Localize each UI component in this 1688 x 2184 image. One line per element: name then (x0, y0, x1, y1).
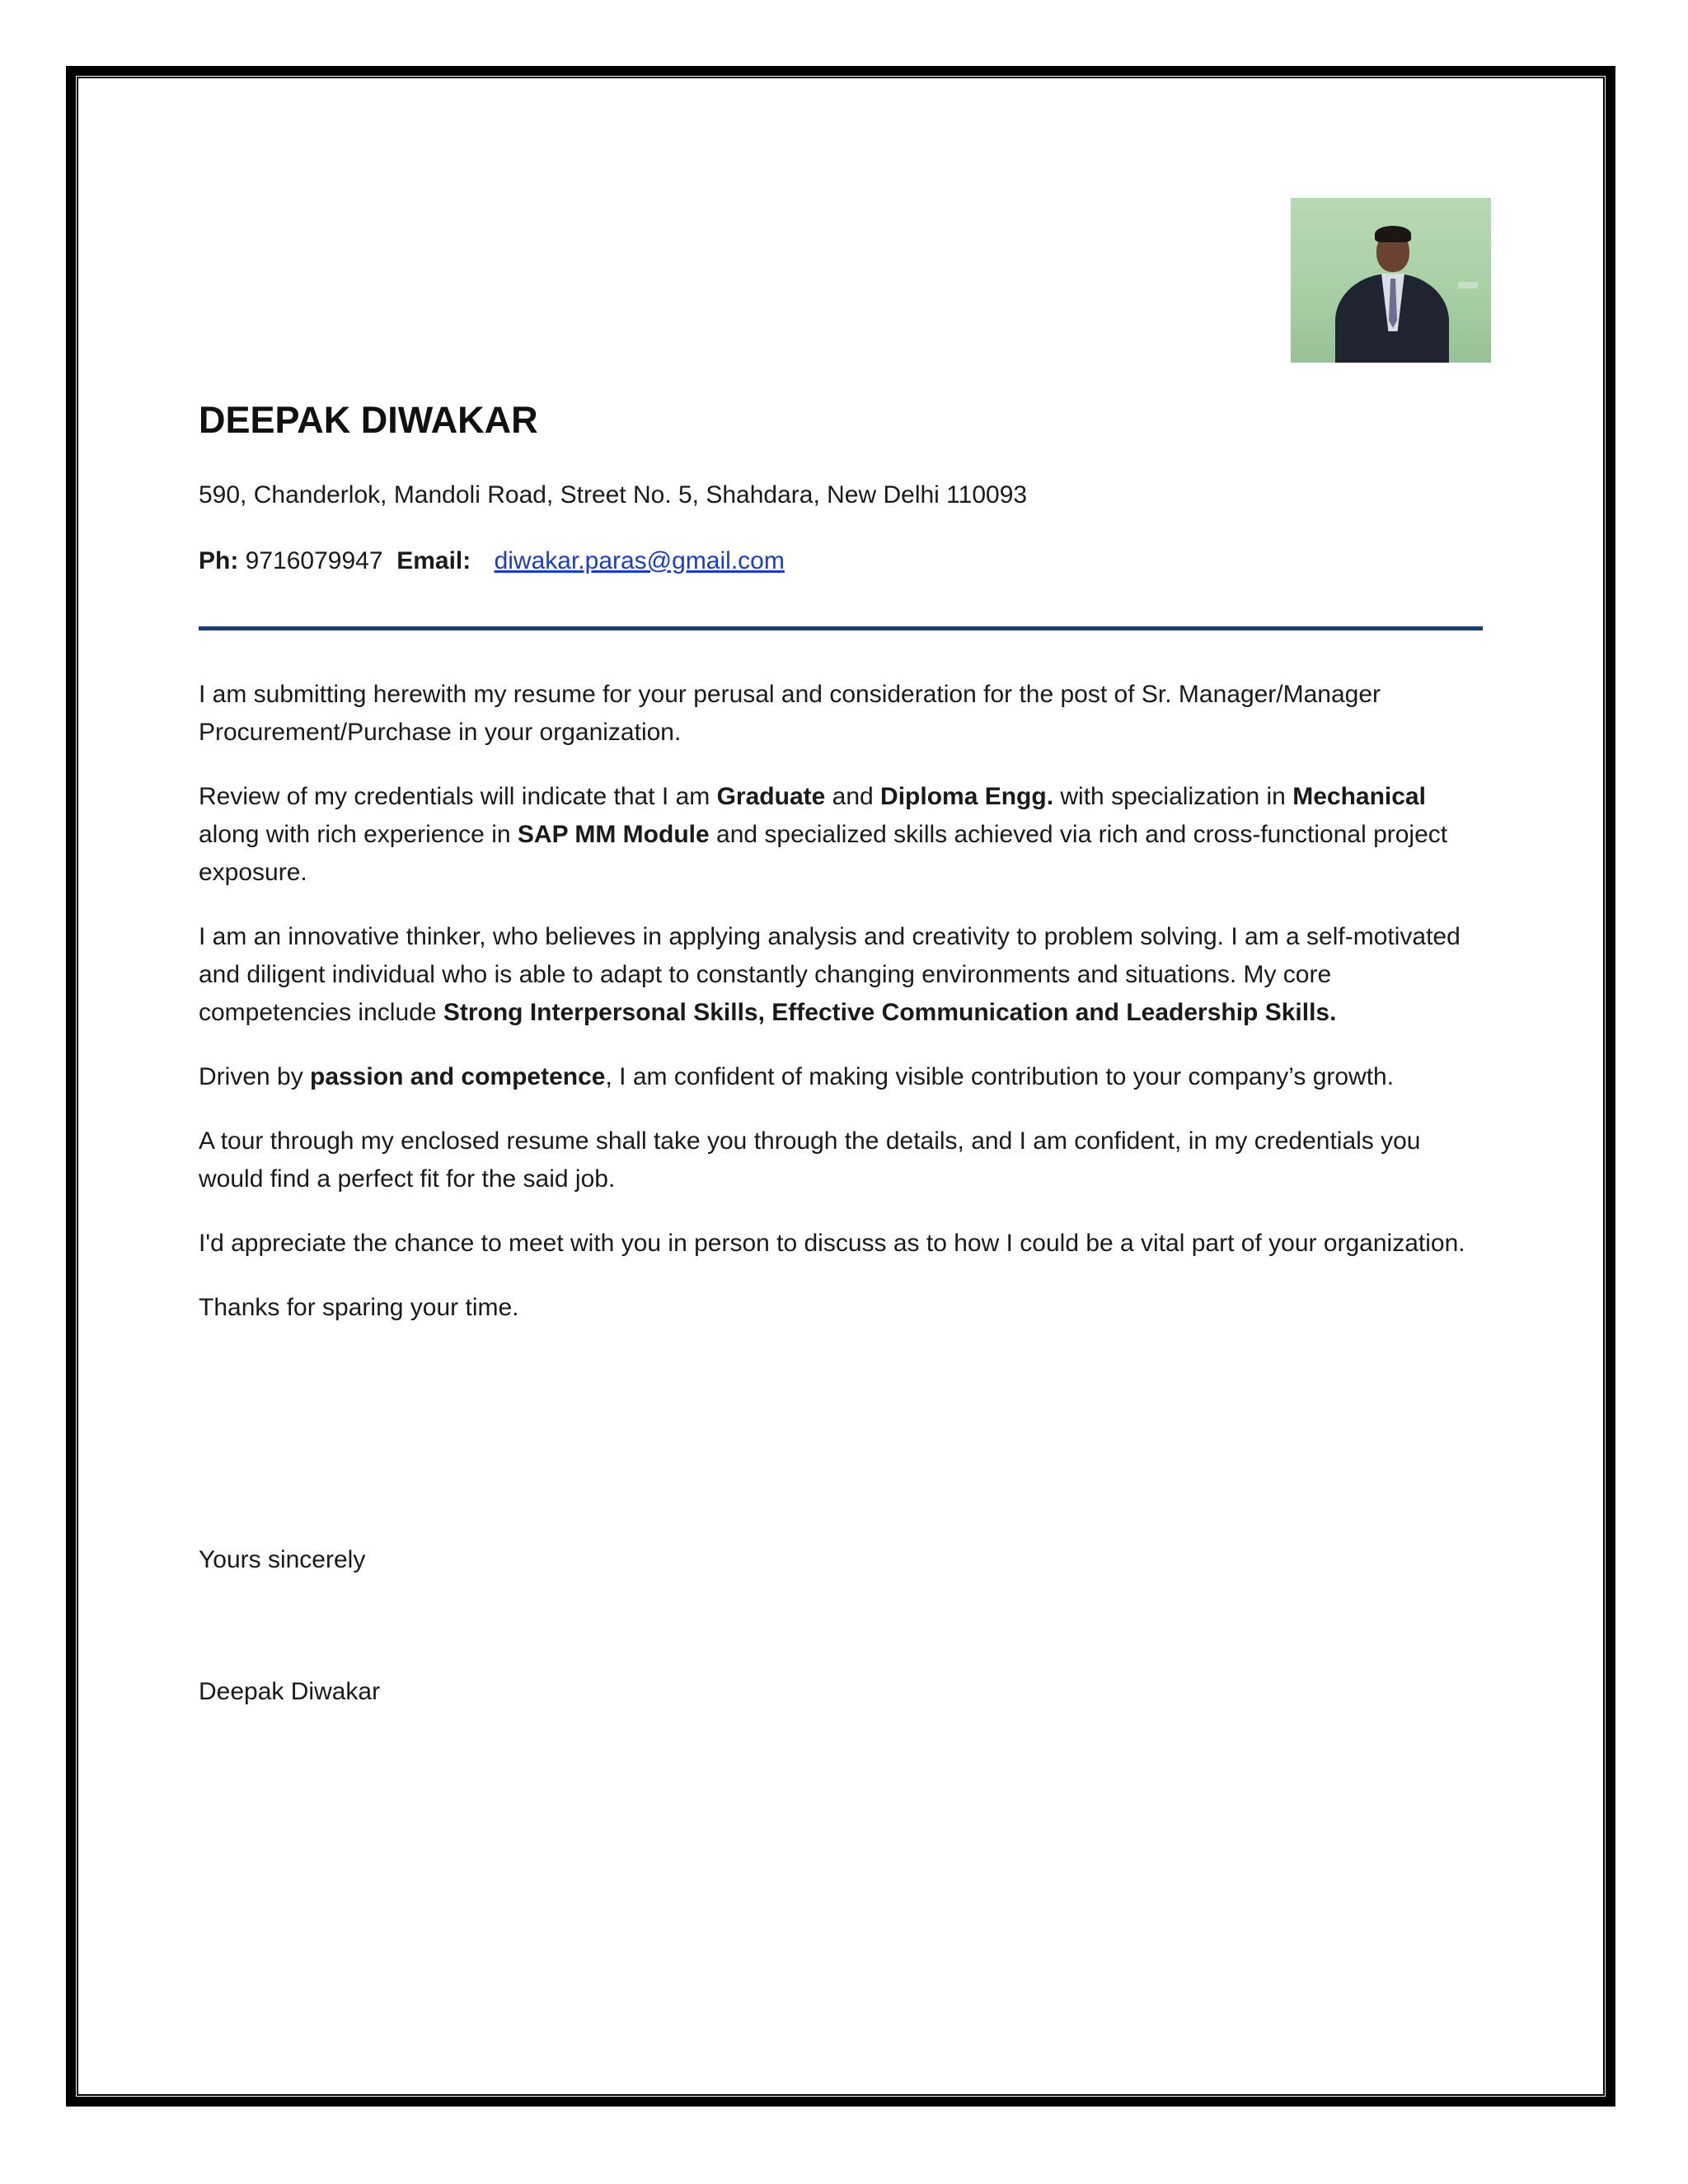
text-run: I am an innovative thinker, who believes in applying analysis and creativity to problem solving. I am a self-motivated and diligent individual who is able to adapt to constantly changing environments and situations. My core competencies include (199, 923, 1461, 1026)
text-run: along with rich experience in (199, 821, 518, 848)
bold-sap-mm: SAP MM Module (517, 821, 710, 848)
phone-number: 9716079947 (245, 547, 383, 574)
text-run: and specialized skills achieved via rich and cross-functional project exposure. (199, 821, 1448, 886)
text-run: with specialization in (1053, 783, 1293, 810)
bold-passion: passion and competence (310, 1063, 606, 1090)
text-run: Review of my credentials will indicate that I am (199, 783, 717, 810)
email-label: Email: (396, 547, 471, 574)
phone-label: Ph: (199, 547, 239, 574)
photo-mark (1458, 282, 1478, 288)
text-run: Driven by (199, 1063, 311, 1090)
bold-diploma: Diploma Engg. (880, 783, 1054, 810)
paragraph-6: I'd appreciate the chance to meet with you in person to discuss as to how I could be a vital part of your organization. (199, 1230, 1465, 1257)
profile-photo (1291, 198, 1491, 363)
paragraph-5: A tour through my enclosed resume shall take you through the details, and I am confident, in my credentials you would find a perfect fit for the said job. (199, 1127, 1421, 1193)
text-run: and (825, 783, 881, 810)
paragraph-7: Thanks for sparing your time. (199, 1294, 519, 1321)
closing-salutation: Yours sincerely (199, 1546, 366, 1573)
letter-body (199, 676, 1484, 1353)
header-divider (199, 626, 1483, 630)
applicant-address: 590, Chanderlok, Mandoli Road, Street No. 5, Shahdara, New Delhi 110093 (199, 481, 1028, 509)
applicant-name: DEEPAK DIWAKAR (199, 399, 538, 441)
paragraph-1: I am submitting herewith my resume for your perusal and consideration for the post of Sr. Manager/Manager Procurement/Purchase in your organization. (199, 681, 1381, 746)
paragraph-3 (199, 918, 1484, 1032)
text-run: , I am confident of making visible contribution to your company’s growth. (605, 1063, 1395, 1090)
bold-graduate: Graduate (716, 783, 826, 810)
email-link[interactable]: diwakar.paras@gmail.com (494, 547, 785, 574)
bold-core-competencies: Strong Interpersonal Skills, Effective Communication and Leadership Skills. (443, 999, 1337, 1026)
contact-line (199, 547, 785, 575)
signature-name: Deepak Diwakar (199, 1678, 381, 1705)
bold-mechanical: Mechanical (1292, 783, 1426, 810)
photo-hair (1375, 226, 1411, 242)
paragraph-2 (199, 778, 1484, 892)
paragraph-4 (199, 1058, 1484, 1096)
